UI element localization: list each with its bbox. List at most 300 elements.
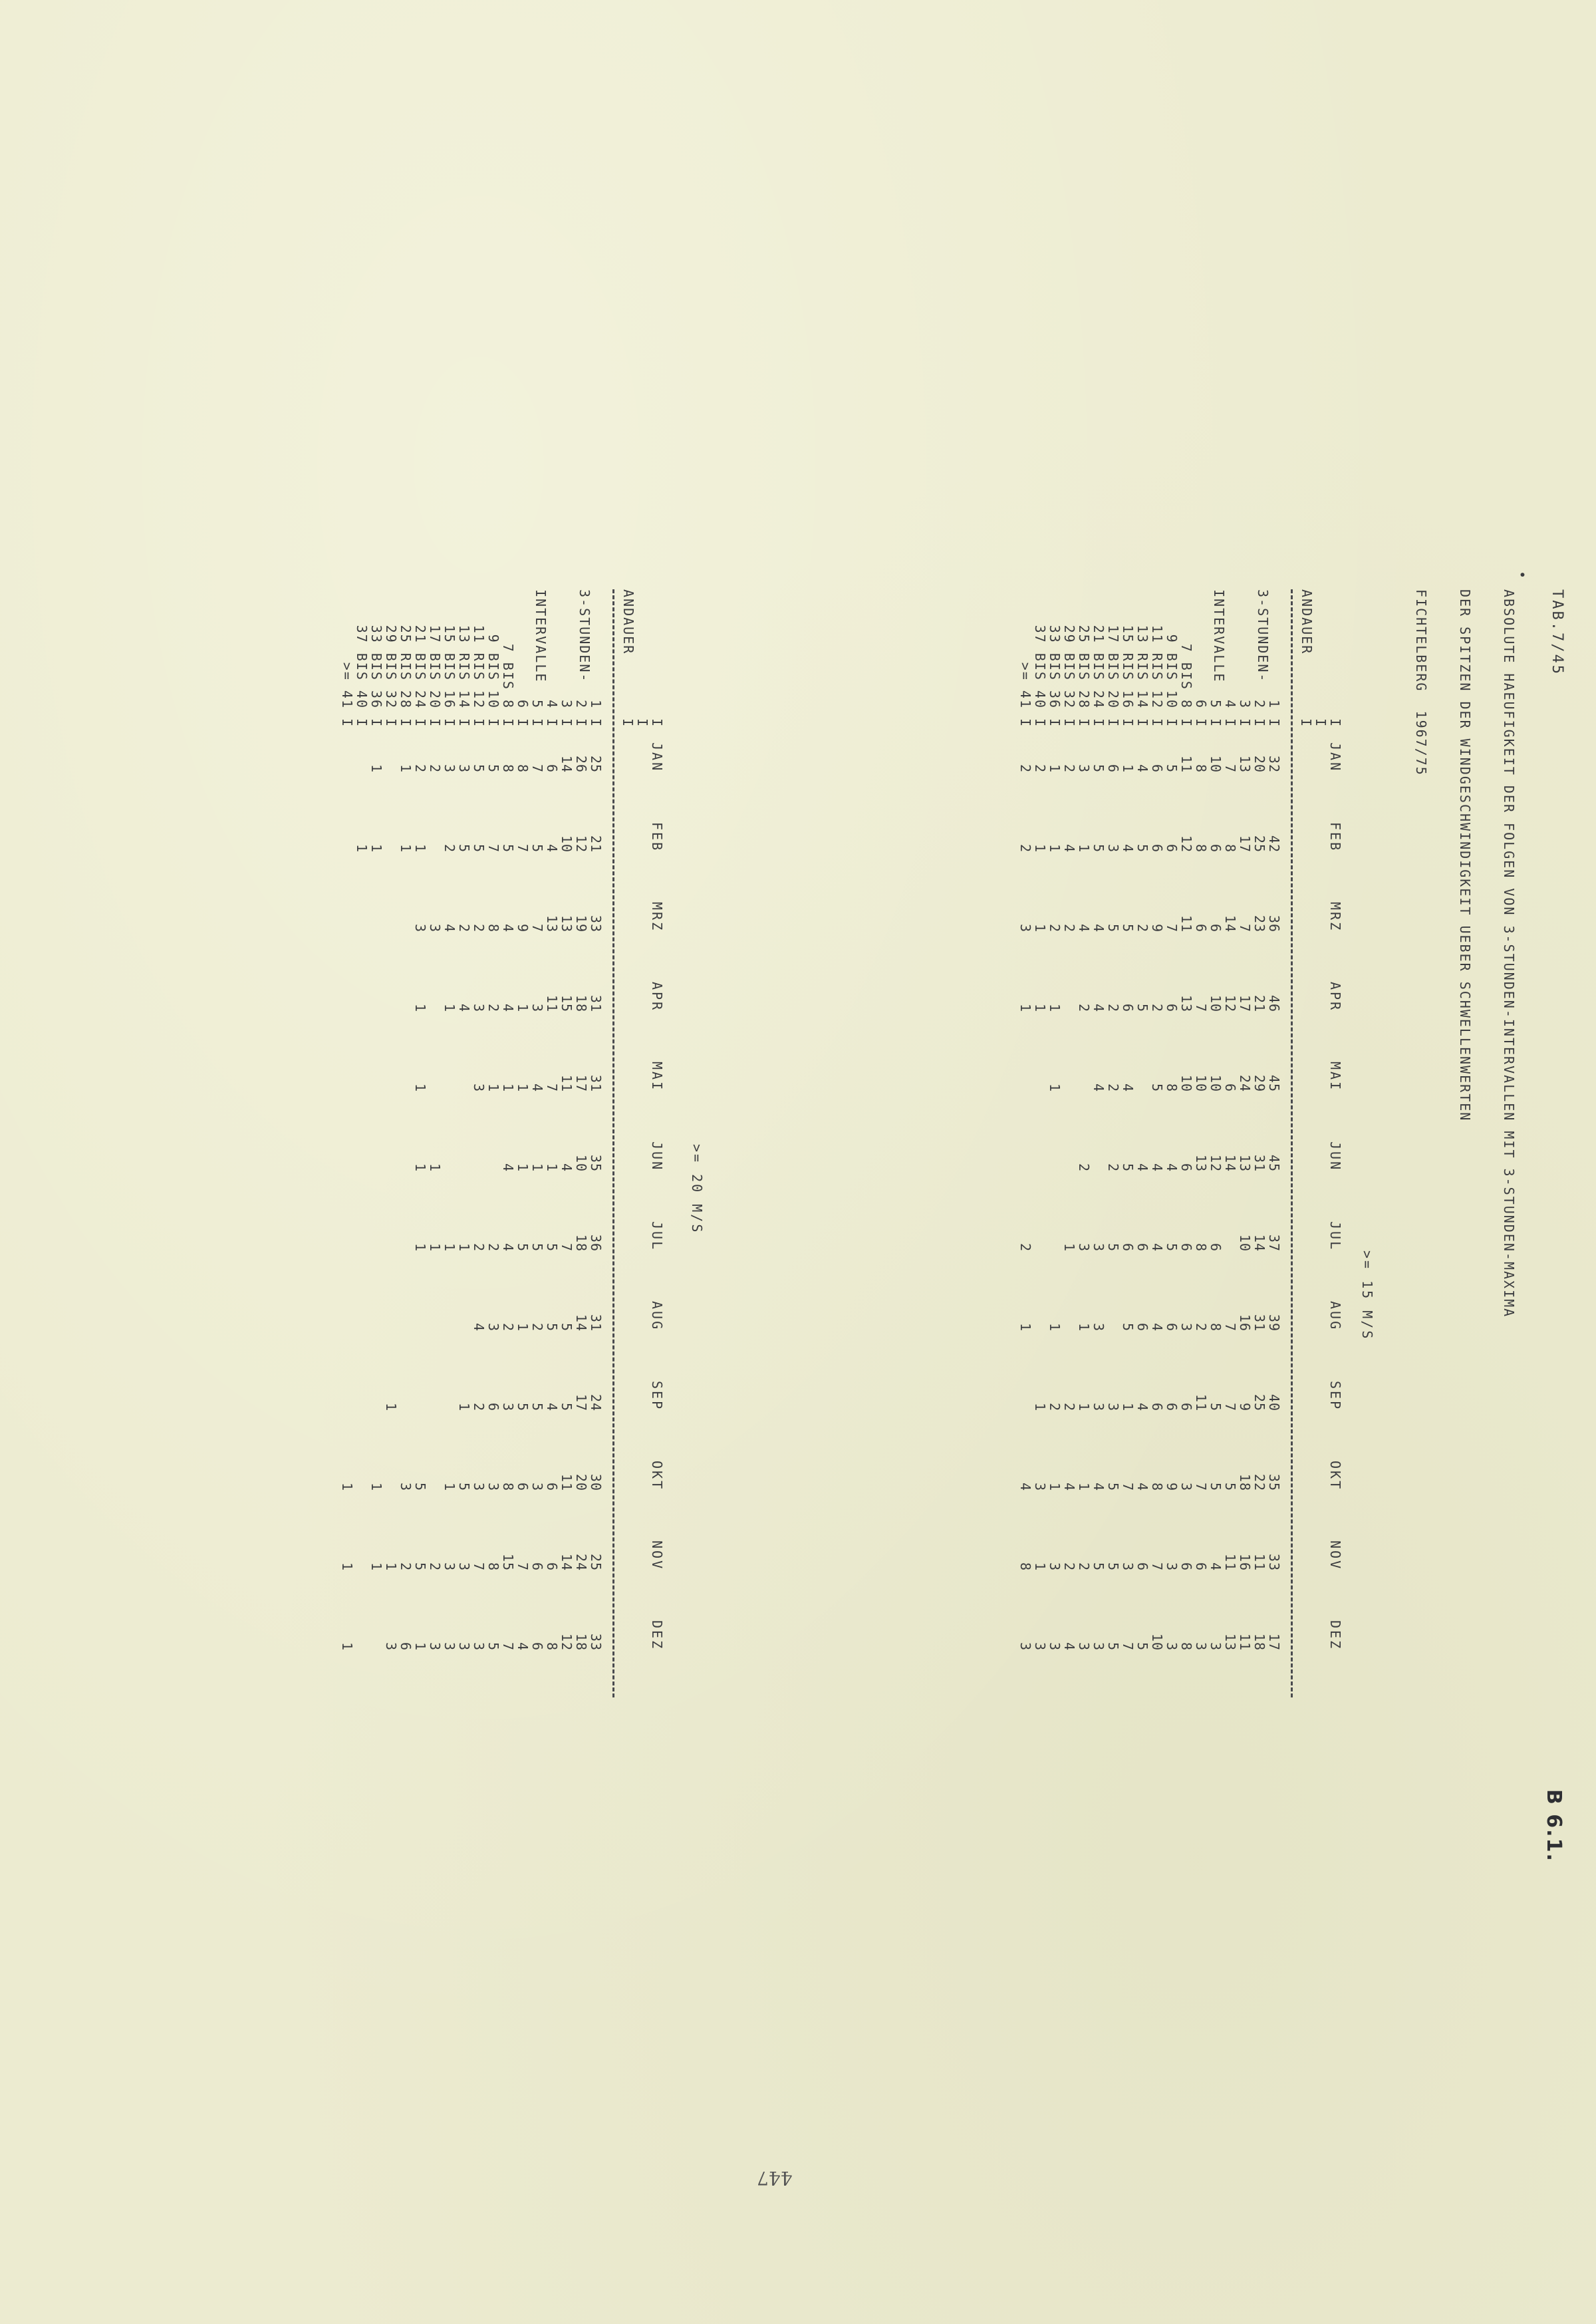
t1-cell-feb: 8 — [1222, 843, 1238, 853]
t1-cell-mrz: 7 — [1164, 923, 1180, 933]
t1-row-label: 3 — [1237, 699, 1253, 709]
t2-cell-sep: 6 — [485, 1402, 501, 1411]
t1-row-separator: I — [1134, 718, 1150, 728]
t1-cell-apr: 12 — [1222, 994, 1238, 1012]
threshold-label-15: >= 15 M/S — [1359, 1250, 1375, 1341]
t2-cell-dez: 5 — [485, 1642, 501, 1651]
t1-row-label: 33 BIS 36 — [1047, 625, 1063, 709]
t1-cell-apr: 6 — [1120, 1003, 1136, 1012]
t2-row-separator: I — [544, 718, 560, 728]
t1-cell-jul: 3 — [1091, 1242, 1107, 1252]
t2-month-header-jun: JUN — [649, 1141, 665, 1172]
t1-month-header-sep: SEP — [1327, 1381, 1343, 1411]
t2-cell-mrz: 2 — [456, 923, 472, 933]
t1-cell-mai: 2 — [1105, 1083, 1121, 1092]
t2-cell-nov: 3 — [456, 1562, 472, 1571]
t2-cell-feb: 1 — [412, 843, 428, 853]
t1-cell-sep: 2 — [1061, 1402, 1077, 1411]
t2-cell-nov: 6 — [529, 1562, 545, 1571]
t1-cell-jul: 4 — [1149, 1242, 1165, 1252]
t2-cell-mrz: 13 — [559, 915, 575, 933]
t1-cell-feb: 5 — [1091, 843, 1107, 853]
table-title — [1385, 589, 1545, 1318]
t1-cell-sep: 11 — [1193, 1393, 1209, 1411]
t2-cell-jul: 5 — [544, 1242, 560, 1252]
t2-cell-dez: 4 — [515, 1642, 531, 1651]
t2-cell-dez: 6 — [398, 1642, 414, 1651]
t1-row-separator: I — [1120, 718, 1136, 728]
t1-cell-nov: 3 — [1120, 1562, 1136, 1571]
t1-cell-jun: 45 — [1266, 1154, 1282, 1172]
t1-cell-okt: 5 — [1105, 1482, 1121, 1491]
t1-cell-jun: 4 — [1164, 1163, 1180, 1172]
t2-cell-okt: 1 — [442, 1482, 458, 1491]
t1-cell-sep: 5 — [1208, 1402, 1224, 1411]
t1-row-separator: I — [1076, 718, 1092, 728]
t2-cell-mai: 17 — [573, 1074, 589, 1092]
t2-cell-jul: 5 — [515, 1242, 531, 1252]
t2-cell-jan: 3 — [442, 764, 458, 773]
t1-cell-nov: 7 — [1149, 1562, 1165, 1571]
t1-cell-feb: 12 — [1178, 835, 1194, 853]
t1-cell-aug: 3 — [1178, 1322, 1194, 1332]
t1-cell-aug: 2 — [1193, 1322, 1209, 1332]
t1-cell-nov: 6 — [1178, 1562, 1194, 1571]
t2-cell-jan: 3 — [456, 764, 472, 773]
table2-duration-header: ANDAUER 3-STUNDEN- INTERVALLE — [533, 589, 636, 683]
t2-cell-aug: 2 — [529, 1322, 545, 1332]
t2-cell-feb: 5 — [529, 843, 545, 853]
t1-row-separator: I — [1266, 718, 1282, 728]
t1-row-separator: I — [1193, 718, 1209, 728]
t2-cell-apr: 4 — [456, 1003, 472, 1012]
t2-cell-jan: 25 — [588, 755, 604, 773]
t1-cell-jul: 6 — [1134, 1242, 1150, 1252]
t2-cell-sep: 5 — [559, 1402, 575, 1411]
t2-cell-apr: 2 — [485, 1003, 501, 1012]
t2-row-separator: I — [427, 718, 443, 728]
t2-month-header-feb: FEB — [649, 822, 665, 853]
t2-cell-mrz: 4 — [500, 923, 516, 933]
t1-cell-mrz: 4 — [1091, 923, 1107, 933]
t2-month-header-mai: MAI — [649, 1062, 665, 1092]
t1-cell-dez: 8 — [1178, 1642, 1194, 1651]
t2-cell-jan: 5 — [485, 764, 501, 773]
t2-month-header-okt: OKT — [649, 1461, 665, 1491]
t1-cell-feb: 4 — [1061, 843, 1077, 853]
t1-cell-mrz: 5 — [1105, 923, 1121, 933]
t2-cell-okt: 5 — [412, 1482, 428, 1491]
t1-cell-nov: 3 — [1164, 1562, 1180, 1571]
t2-cell-jul: 4 — [500, 1242, 516, 1252]
t2-month-header-sep: SEP — [649, 1381, 665, 1411]
t2-cell-mai: 4 — [529, 1083, 545, 1092]
t1-cell-sep: 9 — [1237, 1402, 1253, 1411]
t1-cell-apr: 2 — [1105, 1003, 1121, 1012]
t1-row-separator: I — [1164, 718, 1180, 728]
t2-cell-jan: 7 — [529, 764, 545, 773]
t1-cell-dez: 3 — [1017, 1642, 1033, 1651]
t1-cell-dez: 4 — [1061, 1642, 1077, 1651]
t2-row-separator: I — [456, 718, 472, 728]
t1-cell-jan: 5 — [1164, 764, 1180, 773]
t1-cell-feb: 1 — [1076, 843, 1092, 853]
t2-cell-apr: 11 — [544, 994, 560, 1012]
t2-cell-mrz: 19 — [573, 915, 589, 933]
t1-cell-mai: 6 — [1222, 1083, 1238, 1092]
t1-row-separator: I — [1091, 718, 1107, 728]
t2-cell-apr: 1 — [412, 1003, 428, 1012]
t2-cell-feb: 5 — [500, 843, 516, 853]
t1-cell-apr: 2 — [1149, 1003, 1165, 1012]
t1-row-label: >= 41 — [1017, 662, 1033, 709]
t1-cell-apr: 1 — [1017, 1003, 1033, 1012]
t1-cell-jun: 5 — [1120, 1163, 1136, 1172]
t1-cell-apr: 1 — [1032, 1003, 1048, 1012]
t2-cell-nov: 7 — [515, 1562, 531, 1571]
t1-month-header-nov: NOV — [1327, 1540, 1343, 1571]
t2-cell-mrz: 3 — [427, 923, 443, 933]
t2-cell-okt: 3 — [471, 1482, 487, 1491]
t2-cell-dez: 6 — [529, 1642, 545, 1651]
t2-cell-dez: 1 — [412, 1642, 428, 1651]
t1-row-separator: I — [1208, 718, 1224, 728]
t2-row-label: 3 — [559, 699, 575, 709]
t1-cell-apr: 5 — [1134, 1003, 1150, 1012]
t2-cell-apr: 3 — [471, 1003, 487, 1012]
t1-cell-jun: 13 — [1193, 1154, 1209, 1172]
t1-cell-jul: 6 — [1120, 1242, 1136, 1252]
t2-row-label: 15 BIS 16 — [442, 625, 458, 709]
t1-cell-dez: 10 — [1149, 1633, 1165, 1651]
t1-month-header-okt: OKT — [1327, 1461, 1343, 1491]
t2-row-separator: I — [529, 718, 545, 728]
t2-row-label: 4 — [544, 699, 560, 709]
table1-duration-header: ANDAUER 3-STUNDEN- INTERVALLE — [1211, 589, 1315, 683]
t1-row-separator: I — [1105, 718, 1121, 728]
t2-month-header-apr: APR — [649, 982, 665, 1012]
t1-cell-mrz: 2 — [1047, 923, 1063, 933]
t1-month-header-jun: JUN — [1327, 1141, 1343, 1172]
t1-cell-mrz: 36 — [1266, 915, 1282, 933]
t1-row-separator: I — [1237, 718, 1253, 728]
t1-cell-jan: 13 — [1237, 755, 1253, 773]
t2-cell-aug: 31 — [588, 1314, 604, 1332]
t2-row-label: 2 — [573, 699, 589, 709]
t2-cell-mai: 1 — [412, 1083, 428, 1092]
t2-cell-sep: 5 — [529, 1402, 545, 1411]
t1-cell-okt: 4 — [1134, 1482, 1150, 1491]
t2-cell-jul: 18 — [573, 1234, 589, 1252]
t2-header-rule — [612, 589, 614, 1697]
t2-cell-apr: 4 — [500, 1003, 516, 1012]
t1-row-label: 13 RIS 14 — [1134, 625, 1150, 709]
t2-cell-mai: 31 — [588, 1074, 604, 1092]
t1-cell-mai: 10 — [1178, 1074, 1194, 1092]
t1-cell-jul: 5 — [1105, 1242, 1121, 1252]
t2-cell-nov: 1 — [368, 1562, 384, 1571]
t1-cell-sep: 6 — [1149, 1402, 1165, 1411]
t1-cell-nov: 1 — [1032, 1562, 1048, 1571]
t2-row-label: 29 BIS 32 — [383, 625, 399, 709]
t2-cell-jan: 2 — [412, 764, 428, 773]
t2-cell-jul: 1 — [442, 1242, 458, 1252]
t1-cell-aug: 6 — [1134, 1322, 1150, 1332]
t1-cell-sep: 1 — [1032, 1402, 1048, 1411]
t2-cell-apr: 18 — [573, 994, 589, 1012]
t2-cell-mrz: 9 — [515, 923, 531, 933]
t1-header-separator: I — [1313, 718, 1329, 728]
t1-cell-mai: 4 — [1120, 1083, 1136, 1092]
t1-row-separator: I — [1017, 718, 1033, 728]
t2-cell-sep: 24 — [588, 1393, 604, 1411]
t2-cell-nov: 7 — [471, 1562, 487, 1571]
t1-cell-dez: 5 — [1134, 1642, 1150, 1651]
t2-cell-apr: 31 — [588, 994, 604, 1012]
t1-cell-jan: 8 — [1193, 764, 1209, 773]
t2-cell-jan: 1 — [398, 764, 414, 773]
t2-cell-dez: 3 — [456, 1642, 472, 1651]
t1-cell-sep: 6 — [1178, 1402, 1194, 1411]
t2-cell-mrz: 7 — [529, 923, 545, 933]
t2-cell-aug: 5 — [544, 1322, 560, 1332]
t1-cell-mrz: 2 — [1134, 923, 1150, 933]
t2-cell-dez: 3 — [427, 1642, 443, 1651]
t1-cell-sep: 4 — [1134, 1402, 1150, 1411]
t2-cell-feb: 2 — [442, 843, 458, 853]
t2-cell-mrz: 3 — [412, 923, 428, 933]
t2-cell-nov: 8 — [485, 1562, 501, 1571]
t1-row-label: 6 — [1193, 699, 1209, 709]
t1-cell-nov: 5 — [1105, 1562, 1121, 1571]
t1-cell-nov: 4 — [1208, 1562, 1224, 1571]
t2-cell-dez: 3 — [442, 1642, 458, 1651]
t1-cell-nov: 6 — [1134, 1562, 1150, 1571]
t2-month-header-nov: NOV — [649, 1540, 665, 1571]
t2-month-header-jan: JAN — [649, 742, 665, 773]
t2-cell-nov: 6 — [544, 1562, 560, 1571]
t1-header-separator: I — [1327, 718, 1343, 728]
t2-cell-dez: 33 — [588, 1633, 604, 1651]
t1-cell-mrz: 6 — [1193, 923, 1209, 933]
t1-cell-feb: 17 — [1237, 835, 1253, 853]
t2-cell-mrz: 13 — [544, 915, 560, 933]
t2-cell-mai: 1 — [515, 1083, 531, 1092]
t1-cell-apr: 21 — [1252, 994, 1267, 1012]
t1-cell-mai: 5 — [1149, 1083, 1165, 1092]
t2-cell-feb: 1 — [354, 843, 370, 853]
t1-cell-nov: 3 — [1047, 1562, 1063, 1571]
t2-cell-aug: 3 — [485, 1322, 501, 1332]
t1-cell-aug: 8 — [1208, 1322, 1224, 1332]
t1-cell-jun: 4 — [1149, 1163, 1165, 1172]
t2-cell-jun: 10 — [573, 1154, 589, 1172]
t2-row-label: 33 BIS 36 — [368, 625, 384, 709]
t2-row-label: 1 — [588, 699, 604, 709]
t2-cell-jan: 6 — [544, 764, 560, 773]
t2-row-separator: I — [588, 718, 604, 728]
t2-cell-mrz: 2 — [471, 923, 487, 933]
t1-cell-feb: 8 — [1193, 843, 1209, 853]
t1-cell-aug: 31 — [1252, 1314, 1267, 1332]
t1-cell-jun: 12 — [1208, 1154, 1224, 1172]
t2-cell-aug: 2 — [500, 1322, 516, 1332]
t1-cell-jan: 1 — [1047, 764, 1063, 773]
t1-cell-okt: 9 — [1164, 1482, 1180, 1491]
t1-row-label: 17 BIS 20 — [1105, 625, 1121, 709]
t2-cell-jun: 4 — [559, 1163, 575, 1172]
t2-cell-jul: 36 — [588, 1234, 604, 1252]
t2-cell-jan: 8 — [500, 764, 516, 773]
t1-cell-jan: 5 — [1091, 764, 1107, 773]
t1-cell-dez: 3 — [1164, 1642, 1180, 1651]
t1-row-separator: I — [1222, 718, 1238, 728]
t2-cell-okt: 3 — [529, 1482, 545, 1491]
t1-cell-sep: 7 — [1222, 1402, 1238, 1411]
t1-cell-feb: 6 — [1149, 843, 1165, 853]
t2-cell-okt: 6 — [544, 1482, 560, 1491]
t1-cell-feb: 4 — [1120, 843, 1136, 853]
t2-cell-mai: 1 — [485, 1083, 501, 1092]
t2-cell-nov: 15 — [500, 1553, 516, 1571]
t2-cell-sep: 5 — [515, 1402, 531, 1411]
t1-cell-dez: 13 — [1222, 1633, 1238, 1651]
t2-cell-jul: 1 — [456, 1242, 472, 1252]
t2-row-label: 25 RIS 28 — [398, 625, 414, 709]
t1-cell-jan: 2 — [1017, 764, 1033, 773]
title-line-3: FICHTELBERG 1967/75 — [1413, 589, 1429, 776]
t1-row-label: 21 BIS 24 — [1091, 625, 1107, 709]
t2-row-separator: I — [412, 718, 428, 728]
t1-cell-jul: 1 — [1061, 1242, 1077, 1252]
t1-cell-mrz: 4 — [1076, 923, 1092, 933]
t2-cell-feb: 10 — [559, 835, 575, 853]
t1-cell-apr: 46 — [1266, 994, 1282, 1012]
t1-cell-jun: 2 — [1105, 1163, 1121, 1172]
t1-cell-nov: 8 — [1017, 1562, 1033, 1571]
t1-cell-okt: 4 — [1091, 1482, 1107, 1491]
t2-row-label: 6 — [515, 699, 531, 709]
t1-header-rule — [1291, 589, 1293, 1697]
t2-cell-feb: 21 — [588, 835, 604, 853]
t2-row-separator: I — [515, 718, 531, 728]
t2-cell-mrz: 4 — [442, 923, 458, 933]
t2-row-separator: I — [383, 718, 399, 728]
t2-cell-jun: 1 — [412, 1163, 428, 1172]
t1-cell-sep: 3 — [1105, 1402, 1121, 1411]
t1-cell-dez: 3 — [1047, 1642, 1063, 1651]
t1-row-label: 2 — [1252, 699, 1267, 709]
t1-cell-jan: 2 — [1032, 764, 1048, 773]
t1-cell-jan: 1 — [1120, 764, 1136, 773]
t1-cell-apr: 17 — [1237, 994, 1253, 1012]
t2-cell-aug: 1 — [515, 1322, 531, 1332]
t1-cell-nov: 11 — [1252, 1553, 1267, 1571]
t1-cell-okt: 3 — [1032, 1482, 1048, 1491]
t1-cell-apr: 10 — [1208, 994, 1224, 1012]
t1-cell-apr: 7 — [1193, 1003, 1209, 1012]
t1-cell-mrz: 2 — [1061, 923, 1077, 933]
t1-cell-aug: 6 — [1164, 1322, 1180, 1332]
t1-month-header-aug: AUG — [1327, 1301, 1343, 1332]
t1-row-label: 11 RIS 12 — [1149, 625, 1165, 709]
t1-cell-feb: 2 — [1017, 843, 1033, 853]
t1-cell-mai: 29 — [1252, 1074, 1267, 1092]
t2-cell-nov: 1 — [339, 1562, 355, 1571]
t1-cell-sep: 40 — [1266, 1393, 1282, 1411]
t1-row-label: 1 — [1266, 699, 1282, 709]
t1-cell-dez: 17 — [1266, 1633, 1282, 1651]
t1-cell-okt: 7 — [1120, 1482, 1136, 1491]
title-line-1: ABSOLUTE HAEUFIGKEIT DER FOLGEN VON 3-STUNDEN-INTERVALLEN MIT 3-STUNDEN-MAXIMA — [1501, 589, 1517, 1318]
t1-cell-okt: 1 — [1076, 1482, 1092, 1491]
t1-cell-sep: 6 — [1164, 1402, 1180, 1411]
t2-cell-apr: 1 — [515, 1003, 531, 1012]
t2-cell-okt: 30 — [588, 1473, 604, 1491]
t1-cell-jun: 14 — [1222, 1154, 1238, 1172]
t1-cell-aug: 1 — [1017, 1322, 1033, 1332]
t1-cell-feb: 5 — [1134, 843, 1150, 853]
t2-cell-jan: 1 — [368, 764, 384, 773]
t1-cell-dez: 7 — [1120, 1642, 1136, 1651]
t1-cell-jun: 13 — [1237, 1154, 1253, 1172]
t1-cell-dez: 3 — [1076, 1642, 1092, 1651]
t2-row-label: 13 RIS 14 — [456, 625, 472, 709]
t1-cell-feb: 1 — [1047, 843, 1063, 853]
t2-cell-okt: 5 — [456, 1482, 472, 1491]
t1-cell-feb: 6 — [1164, 843, 1180, 853]
t1-cell-mai: 10 — [1208, 1074, 1224, 1092]
t2-cell-feb: 12 — [573, 835, 589, 853]
t1-cell-okt: 8 — [1149, 1482, 1165, 1491]
t1-row-label: 7 BIS 8 — [1178, 643, 1194, 709]
t2-row-label: 7 BIS 8 — [500, 643, 516, 709]
t1-cell-feb: 1 — [1032, 843, 1048, 853]
t1-cell-jan: 2 — [1061, 764, 1077, 773]
t1-cell-dez: 18 — [1252, 1633, 1267, 1651]
t2-cell-mai: 1 — [500, 1083, 516, 1092]
t2-cell-sep: 2 — [471, 1402, 487, 1411]
t2-cell-aug: 14 — [573, 1314, 589, 1332]
t1-cell-jan: 4 — [1134, 764, 1150, 773]
t1-cell-nov: 2 — [1076, 1562, 1092, 1571]
t1-cell-mai: 10 — [1193, 1074, 1209, 1092]
t1-cell-apr: 2 — [1076, 1003, 1092, 1012]
t2-cell-jan: 8 — [515, 764, 531, 773]
t1-cell-mrz: 6 — [1208, 923, 1224, 933]
t1-row-label: 4 — [1222, 699, 1238, 709]
t2-cell-dez: 7 — [500, 1642, 516, 1651]
t1-cell-jul: 8 — [1193, 1242, 1209, 1252]
t2-cell-feb: 1 — [398, 843, 414, 853]
t2-cell-jul: 1 — [427, 1242, 443, 1252]
t1-cell-apr: 13 — [1178, 994, 1194, 1012]
t2-cell-feb: 4 — [544, 843, 560, 853]
t2-cell-jan: 26 — [573, 755, 589, 773]
t1-cell-okt: 35 — [1266, 1473, 1282, 1491]
t1-cell-feb: 3 — [1105, 843, 1121, 853]
t2-row-separator: I — [368, 718, 384, 728]
t2-cell-dez: 3 — [471, 1642, 487, 1651]
t1-cell-mrz: 23 — [1252, 915, 1267, 933]
t2-cell-dez: 18 — [573, 1633, 589, 1651]
table-id: TAB.7/45 — [1549, 589, 1565, 676]
t1-cell-okt: 5 — [1222, 1482, 1238, 1491]
t1-cell-mai: 45 — [1266, 1074, 1282, 1092]
t1-cell-feb: 25 — [1252, 835, 1267, 853]
t1-cell-dez: 3 — [1091, 1642, 1107, 1651]
t1-cell-mai: 1 — [1047, 1083, 1063, 1092]
